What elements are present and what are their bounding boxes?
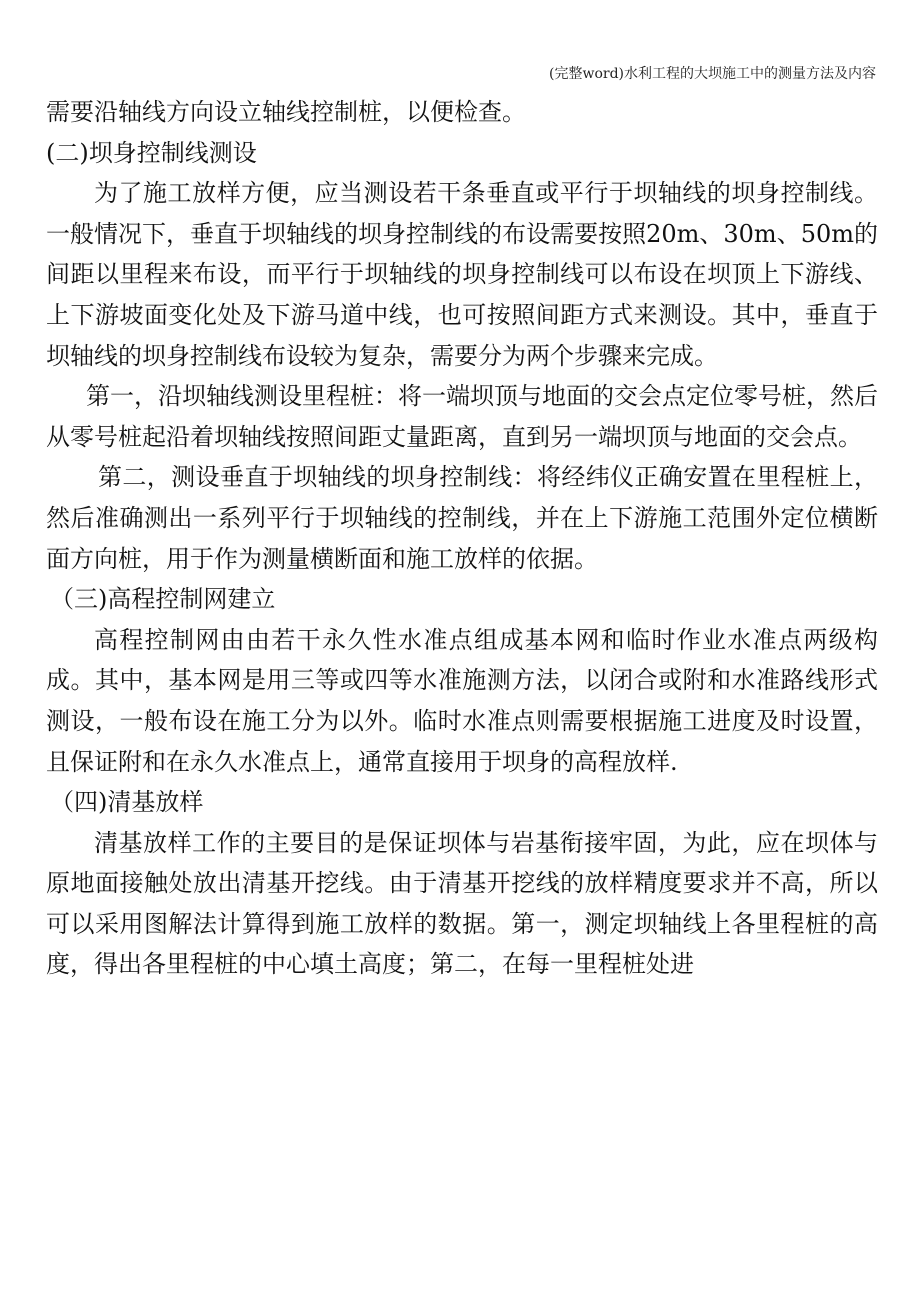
paragraph: 第二，测设垂直于坝轴线的坝身控制线：将经纬仪正确安置在里程桩上，然后准确测出一系列平行于坝轴线的控制线，并在上下游施工范围外定位横断面方向桩，用于作为测量横断面和施工放样的依据。 [46,463,878,573]
running-header: (完整word)水利工程的大坝施工中的测量方法及内容 [549,66,876,82]
section-heading: (二)坝身控制线测设 [46,138,257,167]
paragraph: 高程控制网由由若干永久性水准点组成基本网和临时作业水准点两级构成。其中，基本网是用三等或四等水准施测方法，以闭合或附和水准路线形式测设，一般布设在施工分为以外。临时水准点则需要根据施工进度及时设置，且保证附和在永久水准点上，通常直接用于坝身的高程放样. [46,625,878,776]
paragraph: 为了施工放样方便，应当测设若干条垂直或平行于坝轴线的坝身控制线。一般情况下，垂直于坝轴线的坝身控制线的布设需要按照20m、30m、50m的间距以里程来布设，而平行于坝轴线的坝身控制线可以布设在坝顶上下游线、上下游坡面变化处及下游马道中线，也可按照间距方式来测设。其中，垂直于坝轴线的坝身控制线布设较为复杂，需要分为两个步骤来完成。 [46,179,878,370]
section-heading: （三)高程控制网建立 [50,585,276,614]
section-heading: （四)清基放样 [50,788,204,817]
paragraph: 清基放样工作的主要目的是保证坝体与岩基衔接牢固，为此，应在坝体与原地面接触处放出清基开挖线。由于清基开挖线的放样精度要求并不高，所以可以采用图解法计算得到施工放样的数据。第一，测定坝轴线上各里程桩的高度，得出各里程桩的中心填土高度；第二，在每一里程桩处进 [46,828,878,979]
document-body [46,92,878,985]
paragraph: 需要沿轴线方向设立轴线控制桩，以便检查。 [46,98,526,126]
paragraph: 第一，沿坝轴线测设里程桩：将一端坝顶与地面的交会点定位零号桩，然后从零号桩起沿着坝轴线按照间距丈量距离，直到另一端坝顶与地面的交会点。 [46,382,878,451]
